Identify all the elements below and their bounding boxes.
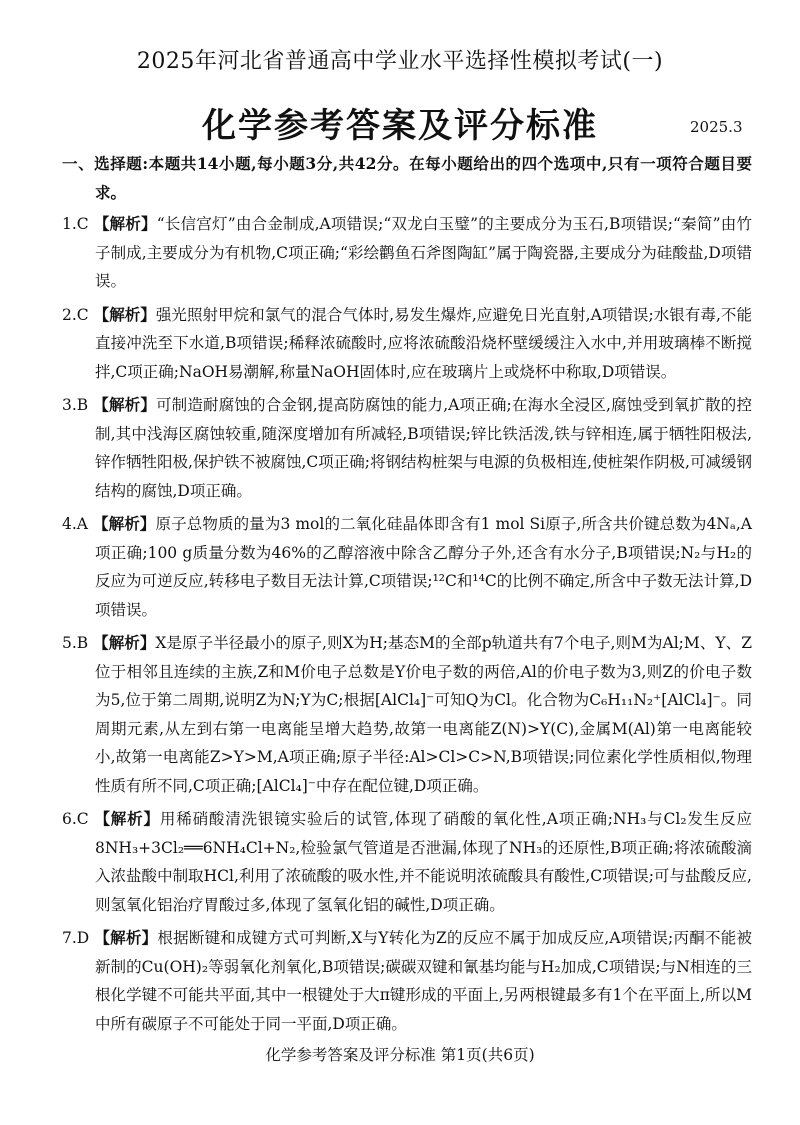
question-number: 6. [62, 810, 77, 828]
question-answer: B [76, 396, 89, 414]
section-heading: 一、选择题:本题共14小题,每小题3分,共42分。在每小题给出的四个选项中,只有一项符合题目要求。 [62, 154, 752, 202]
exam-title: 2025年河北省普通高中学业水平选择性模拟考试(一) [136, 49, 664, 74]
page-footer: 化学参考答案及评分标准 第1页(共6页) [265, 1046, 535, 1064]
analysis-tag: 【解析】 [93, 395, 156, 414]
question-number: 3. [62, 396, 77, 414]
question-number: 4. [62, 515, 77, 533]
question-item [62, 510, 752, 624]
question-number: 2. [62, 305, 77, 324]
analysis-tag: 【解析】 [94, 928, 158, 947]
question-explanation: 根据断键和成键方式可判断,X与Y转化为Z的反应不属于加成反应,A项错误;丙酮不能被新制的Cu(OH)₂等弱氧化剂氧化,B项错误;碳碳双键和氰基均能与H₂加成,C项错误;与N相连的三根化学键不可能共平面,其中一根键处于大π键形成的平面上,另两根键最多有1个在平面上,所以M中所有碳原子不可能处于同一平面,D项正确。 [95, 929, 752, 1033]
question-answer: D [76, 929, 90, 947]
analysis-tag: 【解析】 [93, 214, 157, 233]
question-answer: B [76, 634, 89, 652]
document-date: 2025.3 [690, 118, 743, 136]
question-number: 5. [62, 634, 77, 652]
question-explanation: 原子总物质的量为3 mol的二氧化硅晶体即含有1 mol Si原子,所含共价键总数为4Nₐ,A项正确;100 g质量分数为46%的乙醇溶液中除含乙醇分子外,还含有水分子,B项错误;N₂与H₂的反应为可逆反应,转移电子数目无法计算,C项错误;¹²C和¹⁴C的比例不确定,所含中子数无法计算,D项错误。 [95, 515, 752, 619]
question-item [62, 210, 752, 296]
question-item [62, 924, 752, 1038]
answer-content [62, 150, 752, 1043]
question-number: 1. [62, 215, 77, 233]
question-item [62, 301, 752, 387]
page-title: 化学参考答案及评分标准 [202, 106, 598, 146]
analysis-tag: 【解析】 [93, 633, 156, 652]
analysis-tag: 【解析】 [94, 809, 160, 828]
question-answer: A [76, 515, 88, 533]
analysis-tag: 【解析】 [93, 304, 156, 324]
question-answer: C [76, 215, 89, 233]
question-number: 7. [62, 929, 77, 947]
question-explanation: 可制造耐腐蚀的合金钢,提高防腐蚀的能力,A项正确;在海水全浸区,腐蚀受到氧扩散的控制,其中浅海区腐蚀较重,随深度增加有所减轻,B项错误;锌比铁活泼,铁与锌相连,属于牺牲阳极法,锌作牺牲阳极,保护铁不被腐蚀,C项正确;将钢结构桩架与电源的负极相连,使桩架作阴极,可减缓钢结构的腐蚀,D项正确。 [95, 396, 752, 500]
question-explanation: 强光照射甲烷和氯气的混合气体时,易发生爆炸,应避免日光直射,A项错误;水银有毒,不能直接冲洗至下水道,B项错误;稀释浓硫酸时,应将浓硫酸沿烧杯壁缓缓注入水中,并用玻璃棒不断搅拌,C项正确;NaOH易潮解,称量NaOH固体时,应在玻璃片上或烧杯中称取,D项错误。 [95, 305, 752, 381]
analysis-tag: 【解析】 [93, 514, 156, 533]
question-item [62, 391, 752, 505]
question-answer: C [76, 810, 89, 828]
question-explanation: “长信宫灯”由合金制成,A项错误;“双龙白玉璧”的主要成分为玉石,B项错误;“秦简”由竹子制成,主要成分为有机物,C项正确;“彩绘鹳鱼石斧图陶缸”属于陶瓷器,主要成分为硅酸盐,D项错误。 [95, 215, 752, 290]
question-item [62, 805, 752, 919]
question-answer: C [76, 305, 89, 324]
question-explanation: 用稀硝酸清洗银镜实验后的试管,体现了硝酸的氧化性,A项正确;NH₃与Cl₂发生反应8NH₃+3Cl₂══6NH₄Cl+N₂,检验氯气管道是否泄漏,体现了NH₃的还原性,B项正确;将浓硫酸滴入浓盐酸中制取HCl,利用了浓硫酸的吸水性,并不能说明浓硫酸具有酸性,C项错误;可与盐酸反应,则氢氧化铝治疗胃酸过多,体现了氢氧化铝的碱性,D项正确。 [95, 810, 752, 914]
question-item [62, 629, 752, 800]
question-explanation: X是原子半径最小的原子,则X为H;基态M的全部p轨道共有7个电子,则M为Al;M、Y、Z位于相邻且连续的主族,Z和M价电子总数是Y价电子数的两倍,Al的价电子数为3,则Z的价电子数为5,位于第二周期,说明Z为N;Y为C;根据[AlCl₄]⁻可知Q为Cl。化合物为C₆H₁₁N₂⁺[AlCl₄]⁻。同周期元素,从左到右第一电离能呈增大趋势,故第一电离能Z(N)>Y(C),金属M(Al)第一电离能较小,故第一电离能Z>Y>M,A项正确;原子半径:Al>Cl>C>N,B项错误;同位素化学性质相似,物理性质有所不同,C项正确;[AlCl₄]⁻中存在配位键,D项正确。 [95, 634, 752, 795]
